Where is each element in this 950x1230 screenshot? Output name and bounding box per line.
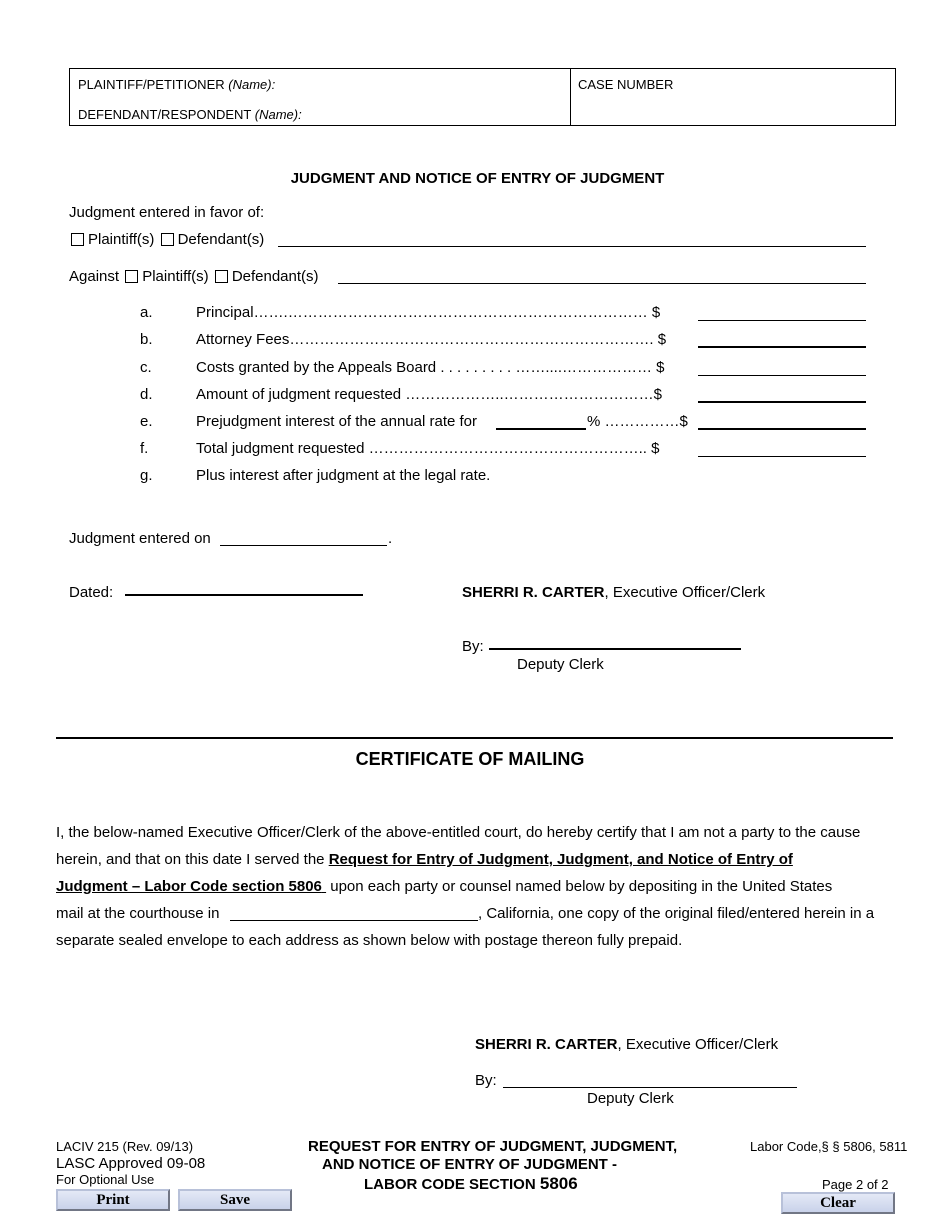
entered-on-date-field[interactable] [220,545,387,546]
dated-label: Dated: [69,584,114,601]
certificate-deputy-signature-field[interactable] [503,1087,797,1088]
defendant-name-field[interactable] [300,104,566,123]
judgment-title: JUDGMENT AND NOTICE OF ENTRY OF JUDGMENT [290,170,665,187]
against-plaintiff-checkbox[interactable] [125,270,138,283]
deputy-signature-field[interactable] [489,648,741,650]
favor-party-field[interactable] [278,246,866,247]
against-party-field[interactable] [338,283,866,284]
clerk-signature-label: SHERRI R. CARTER, Executive Officer/Clerk [462,584,766,601]
favor-row: Plaintiff(s) Defendant(s) [71,231,264,249]
case-number-field[interactable] [578,96,888,120]
entered-on-period: . [388,530,393,547]
entered-on-label: Judgment entered on [69,530,211,547]
certificate-title: CERTIFICATE OF MAILING [355,749,585,769]
item-text: Plus interest after judgment at the legal rate. [196,467,491,484]
certificate-deputy-clerk-label: Deputy Clerk [587,1090,674,1107]
approval-text: LASC Approved 09-08 [56,1155,206,1172]
principal-amount-field[interactable] [698,320,866,321]
certificate-line-5: separate sealed envelope to each address as shown below with postage thereon fully prepaid. [56,932,683,949]
certificate-by-label: By: [475,1072,497,1089]
defendant-label: DEFENDANT/RESPONDENT (Name): [78,107,302,122]
item-text: Prejudgment interest of the annual rate for [196,413,478,430]
by-label: By: [462,638,484,655]
footer-title-1: REQUEST FOR ENTRY OF JUDGMENT, JUDGMENT, [308,1138,678,1155]
item-text: Amount of judgment requested ………………..…………………………$ [196,386,662,403]
total-judgment-field[interactable] [698,456,866,457]
item-text: Total judgment requested ……………………………………………….. $ [196,440,660,457]
item-suffix: % ……………$ [587,413,688,430]
clear-button[interactable]: Clear [781,1192,895,1214]
plaintiff-label: PLAINTIFF/PETITIONER (Name): [78,77,276,92]
certificate-line-1: I, the below-named Executive Officer/Clerk of the above-entitled court, do hereby certify that I am not a party to the cause [56,824,861,841]
against-row: Against Plaintiff(s) Defendant(s) [69,268,319,285]
plaintiff-name-field[interactable] [280,74,566,94]
footer-title-2: AND NOTICE OF ENTRY OF JUDGMENT - [322,1156,618,1173]
attorney-fees-field[interactable] [698,346,866,348]
labor-code-reference: Labor Code,§ § 5806, 5811 [750,1139,908,1154]
interest-rate-field[interactable] [496,428,586,430]
optional-use-text: For Optional Use [56,1172,155,1187]
item-letter: a. [140,304,153,321]
section-divider [56,737,893,739]
print-button[interactable]: Print [56,1189,170,1211]
certificate-line-2: herein, and that on this date I served the Request for Entry of Judgment, Judgment, and Notice of Entry of [56,851,793,868]
save-button[interactable]: Save [178,1189,292,1211]
favor-plaintiff-checkbox[interactable] [71,233,84,246]
item-text: Costs granted by the Appeals Board . . . . . . . . . ……....……………… $ [196,359,665,376]
item-letter: c. [140,359,152,376]
footer-title-3: LABOR CODE SECTION 5806 [364,1174,578,1193]
item-letter: b. [140,331,153,348]
favor-label: Judgment entered in favor of: [69,204,265,221]
page-number: Page 2 of 2 [822,1177,889,1192]
certificate-line-4-end: , California, one copy of the original filed/entered herein in a [478,905,875,922]
dated-field[interactable] [125,594,363,596]
certificate-line-4: mail at the courthouse in [56,905,220,922]
item-letter: g. [140,467,153,484]
item-letter: d. [140,386,153,403]
item-letter: e. [140,413,153,430]
courthouse-city-field[interactable] [230,920,478,921]
deputy-clerk-label: Deputy Clerk [517,656,604,673]
certificate-clerk-label: SHERRI R. CARTER, Executive Officer/Clerk [475,1036,779,1053]
form-number: LACIV 215 (Rev. 09/13) [56,1139,194,1154]
prejudgment-interest-field[interactable] [698,428,866,430]
against-defendant-checkbox[interactable] [215,270,228,283]
item-text: Attorney Fees………………………………………………………………. $ [196,331,667,348]
judgment-amount-field[interactable] [698,401,866,403]
item-letter: f. [140,440,149,457]
favor-defendant-checkbox[interactable] [161,233,174,246]
item-text: Principal…….……………………………………………………………… $ [196,304,661,321]
case-number-label: CASE NUMBER [578,77,674,92]
certificate-line-3: Judgment – Labor Code section 5806 upon each party or counsel named below by depositing in the United States [56,878,833,895]
caption-divider [570,68,571,125]
costs-field[interactable] [698,375,866,376]
